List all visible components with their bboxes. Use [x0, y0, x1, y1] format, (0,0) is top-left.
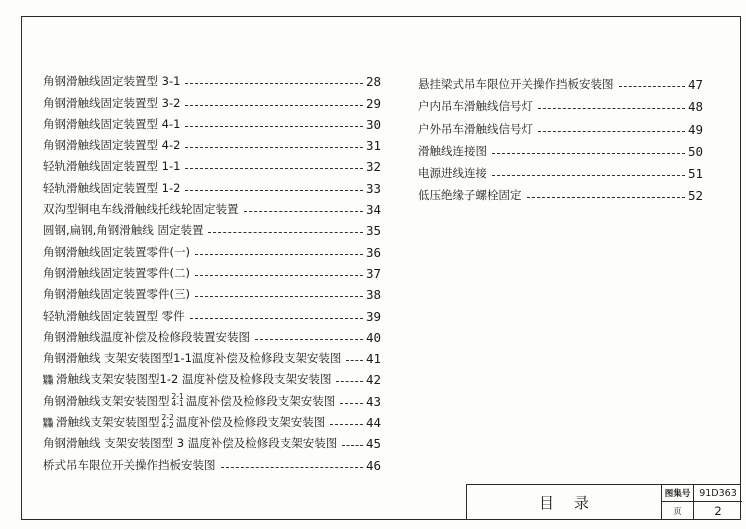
toc-entry-title-text: 户内吊车滑触线信号灯	[418, 99, 533, 114]
toc-entry-title-text: 低压绝缘子螺栓固定	[418, 188, 522, 203]
title-block-grid	[661, 485, 741, 519]
stacked-fraction	[162, 414, 174, 429]
toc-entry-page: 35	[365, 223, 381, 239]
toc-entry-page: 44	[365, 415, 381, 431]
toc-entry	[43, 216, 381, 237]
toc-entry-page: 45	[365, 436, 381, 452]
toc-entry-title	[418, 145, 487, 158]
toc-entry-title	[43, 139, 180, 152]
leader-dashes	[342, 445, 363, 446]
toc-entry-title	[43, 75, 180, 88]
leader-dashes	[185, 147, 363, 148]
toc-entry-page: 41	[365, 351, 381, 367]
toc-entry-title	[43, 288, 190, 301]
toc-entry	[43, 88, 381, 109]
toc-entry-title-text: 温度补偿及检修段支架安装图	[175, 415, 326, 430]
toc-entry	[43, 195, 381, 216]
toc-entry	[43, 323, 381, 344]
toc-entry	[43, 67, 381, 88]
toc-entry	[418, 180, 703, 202]
logo-line: 角钢	[43, 380, 54, 387]
toc-entry	[43, 429, 381, 450]
toc-entry-title-text: 圆钢,扁钢,角钢滑触线 固定装置	[43, 223, 204, 238]
toc-entry-title-text: 角钢滑触线固定装置型 3-1	[43, 74, 181, 89]
logo-line: 轻轨	[43, 375, 54, 382]
toc-entry-page: 31	[365, 138, 381, 154]
toc-entry-title-text: 轻轨滑触线固定装置型 零件	[43, 308, 185, 323]
toc-entry-page: 42	[365, 372, 381, 388]
toc-entry	[43, 301, 381, 322]
toc-entry-page: 48	[687, 99, 703, 115]
stacked-fraction	[172, 393, 184, 408]
fraction-line: 4-2	[161, 420, 174, 430]
toc-entry-page: 34	[365, 202, 381, 218]
toc-entry-title	[43, 437, 337, 450]
toc-entry	[418, 113, 703, 135]
toc-entry-page: 37	[365, 265, 381, 281]
toc-entry-title	[43, 160, 180, 173]
toc-entry	[43, 408, 381, 429]
toc-entry-page: 32	[365, 159, 381, 175]
toc-entry	[43, 152, 381, 173]
toc-entry	[418, 158, 703, 180]
toc-entry	[43, 237, 381, 258]
toc-entry-title	[43, 203, 239, 216]
toc-entry	[43, 386, 381, 407]
toc-entry-title-text: 角钢滑触线固定装置型 4-1	[43, 116, 181, 131]
leader-dashes	[492, 175, 685, 176]
toc-entry-title	[43, 310, 185, 323]
title-block	[466, 484, 741, 520]
toc-entry	[43, 131, 381, 152]
toc-entry-title	[43, 246, 190, 259]
leader-dashes	[336, 381, 362, 382]
fraction-line: 2-2	[161, 413, 174, 423]
toc-entry	[43, 110, 381, 131]
toc-entry-title	[418, 189, 522, 202]
toc-entry	[43, 450, 381, 471]
toc-entry-title-text: 角钢滑触线支架安装图型	[43, 393, 170, 408]
toc-entry-page: 28	[365, 74, 381, 90]
toc-entry-page: 43	[365, 393, 381, 409]
toc-entry-title-text: 轻轨滑触线固定装置型 1-1	[43, 159, 181, 174]
toc-entry-page: 39	[365, 308, 381, 324]
toc-entry-title	[43, 224, 203, 237]
toc-entry-title	[418, 100, 533, 113]
toc-entry-title-text: 角钢滑触线 支架安装图型1-1温度补偿及检修段支架安装图	[43, 351, 342, 366]
toc-entry-page: 52	[687, 188, 703, 204]
toc-entry-title	[418, 167, 487, 180]
toc-left-column	[43, 67, 381, 472]
toc-entry-page: 47	[687, 77, 703, 93]
toc-entry-page: 46	[365, 457, 381, 473]
leader-dashes	[538, 108, 685, 109]
fraction-line: 2-1	[171, 391, 184, 401]
toc-entry-page: 29	[365, 95, 381, 111]
leader-dashes	[527, 197, 685, 198]
logo-line: 角钢	[43, 423, 54, 430]
stacked-logo-text	[43, 376, 53, 386]
leader-dashes	[538, 131, 685, 132]
page-label: 页	[662, 502, 694, 519]
toc-entry	[43, 365, 381, 386]
stacked-logo-text	[43, 419, 53, 429]
leader-dashes	[330, 424, 363, 425]
leader-dashes	[244, 211, 363, 212]
toc-entry-page: 49	[687, 121, 703, 137]
document-title: 目录	[538, 493, 609, 512]
toc-entry	[43, 344, 381, 365]
leader-dashes	[340, 403, 363, 404]
atlas-number-label: 图集号	[662, 485, 694, 502]
toc-entry-title-text: 角钢滑触线固定装置型 3-2	[43, 95, 181, 110]
toc-entry-page: 51	[687, 165, 703, 181]
toc-entry-title	[43, 97, 180, 110]
toc-entry-page: 38	[365, 287, 381, 303]
toc-entry	[418, 91, 703, 113]
leader-dashes	[221, 467, 363, 468]
toc-entry-title-text: 悬挂梁式吊车限位开关操作挡板安装图	[418, 77, 614, 92]
toc-entry-title	[43, 414, 325, 429]
toc-right-column	[418, 69, 703, 202]
toc-entry-title-text: 角钢滑触线固定装置零件(三)	[43, 287, 190, 302]
toc-entry	[418, 69, 703, 91]
leader-dashes	[190, 318, 363, 319]
toc-entry-page: 36	[365, 244, 381, 260]
toc-entry-title-text: 滑触线连接图	[418, 143, 487, 158]
toc-entry-page: 30	[365, 116, 381, 132]
toc-entry	[418, 136, 703, 158]
toc-entry-title-text: 桥式吊车限位开关操作挡板安装图	[43, 457, 216, 472]
leader-dashes	[185, 126, 363, 127]
toc-entry	[43, 173, 381, 194]
toc-entry-title-text: 滑触线支架安装图型1-2 温度补偿及检修段支架安装图	[56, 372, 332, 387]
leader-dashes	[346, 360, 363, 361]
toc-entry-title	[43, 331, 250, 344]
leader-dashes	[492, 153, 685, 154]
toc-entry-title-text: 角钢滑触线 支架安装图型 3 温度补偿及检修段支架安装图	[43, 436, 338, 451]
toc-entry-title-text: 温度补偿及检修段支架安装图	[185, 393, 336, 408]
toc-entry-title	[43, 267, 190, 280]
toc-entry	[43, 259, 381, 280]
leader-dashes	[195, 275, 363, 276]
toc-entry-title	[43, 118, 180, 131]
toc-entry-title	[43, 373, 331, 386]
toc-entry-title	[43, 352, 341, 365]
toc-entry-title-text: 角钢滑触线固定装置型 4-2	[43, 138, 181, 153]
toc-entry-title	[43, 393, 335, 408]
toc-entry-title-text: 角钢滑触线固定装置零件(二)	[43, 265, 190, 280]
toc-entry-title-text: 轻轨滑触线固定装置型 1-2	[43, 180, 181, 195]
toc-entry-title-text: 滑触线支架安装图型	[56, 415, 160, 430]
toc-entry-title-text: 双沟型铜电车线滑触线托线轮固定装置	[43, 202, 239, 217]
fraction-line: 4-1	[171, 399, 184, 409]
toc-entry-title-text: 电源进线连接	[418, 165, 487, 180]
toc-entry-title-text: 角钢滑触线固定装置零件(一)	[43, 244, 190, 259]
toc-entry-title	[43, 459, 216, 472]
toc-entry-title	[418, 78, 614, 91]
leader-dashes	[255, 339, 363, 340]
toc-entry-page: 50	[687, 143, 703, 159]
leader-dashes	[195, 296, 363, 297]
logo-line: 轻轨	[43, 418, 54, 425]
leader-dashes	[185, 168, 363, 169]
toc-entry-title-text: 户外吊车滑触线信号灯	[418, 121, 533, 136]
leader-dashes	[195, 254, 363, 255]
toc-entry-title	[43, 182, 180, 195]
atlas-number: 91D363	[694, 485, 742, 502]
toc-entry-page: 33	[365, 180, 381, 196]
leader-dashes	[185, 83, 363, 84]
toc-entry-page: 40	[365, 329, 381, 345]
toc-entry-title	[418, 123, 533, 136]
page-number: 2	[714, 503, 722, 518]
toc-entry	[43, 280, 381, 301]
toc-entry-title-text: 角钢滑触线温度补偿及检修段装置安装图	[43, 329, 250, 344]
leader-dashes	[619, 86, 685, 87]
leader-dashes	[185, 105, 363, 106]
leader-dashes	[208, 232, 362, 233]
leader-dashes	[185, 190, 363, 191]
